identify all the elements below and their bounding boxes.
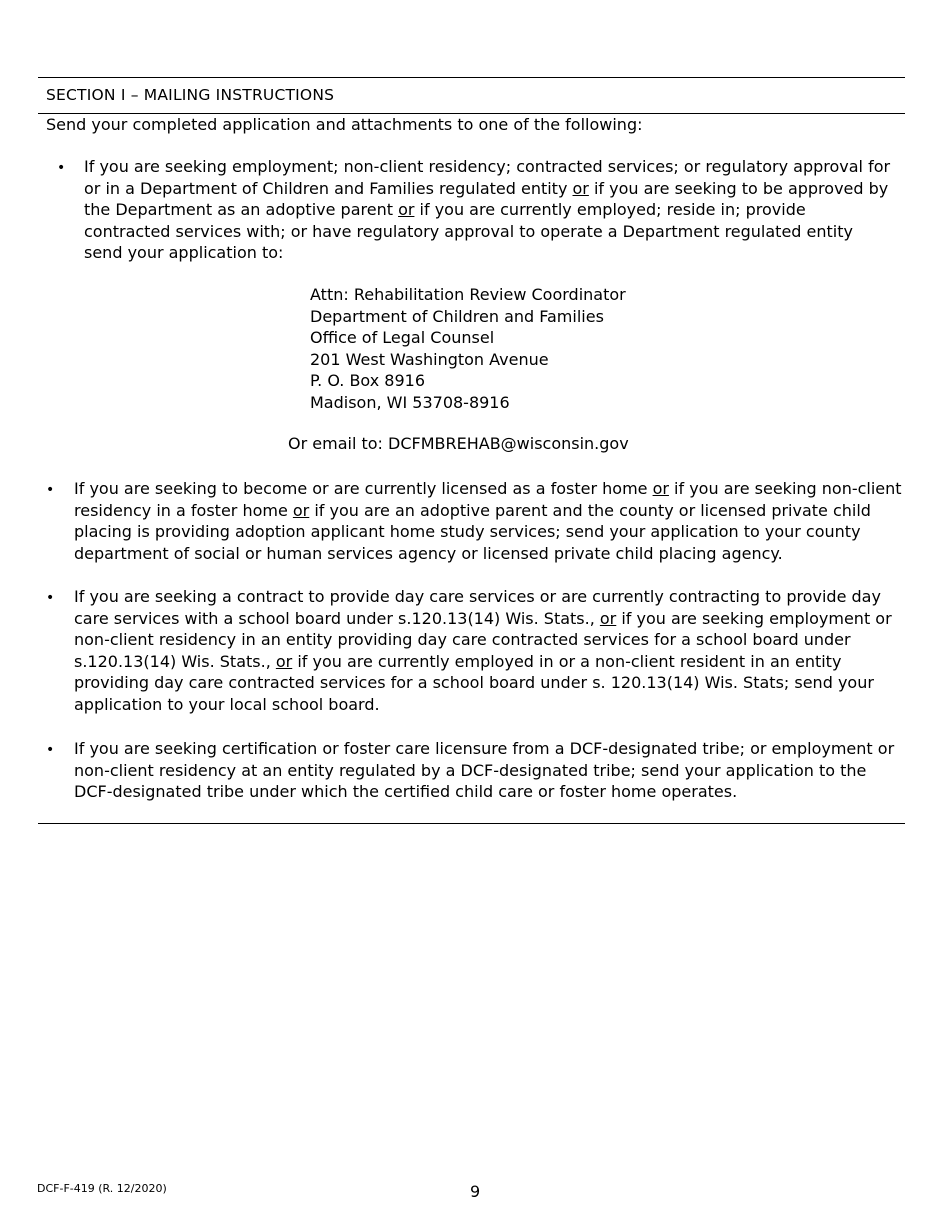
address-line: 201 West Washington Avenue (310, 349, 549, 369)
item-3-text: If you are seeking a contract to provide day care services or are currently contracting to provide day care services with a school board under s.120.13(14) Wis. Stats., or if you are seeking employment or non-client residency in an entity providing day care contracted services for a school board under s.120.13(14) Wis. Stats., or if you are currently employed in or a non-client resident in an entity providing day care contracted services for a school board under s. 120.13(14) Wis. Stats; send your application to your local school board. (74, 587, 892, 714)
or-emphasis: or (572, 178, 589, 198)
or-emphasis: or (292, 500, 310, 520)
mailing-address (310, 284, 626, 413)
bullet-1: • (57, 160, 66, 176)
bullet-4: • (46, 742, 55, 758)
item-4-text: If you are seeking certification or foster care licensure from a DCF-designated tribe; or employment or non-client residency at an entity regulated by a DCF-designated tribe; send your application to the DCF-designated tribe under which the certified child care or foster home operates. (74, 739, 895, 801)
address-line: Department of Children and Families (310, 306, 604, 326)
section-title: SECTION I – MAILING INSTRUCTIONS (38, 78, 905, 114)
intro-text: Send your completed application and attachments to one of the following: (46, 115, 643, 134)
bullet-2: • (46, 482, 55, 498)
form-code: DCF-F-419 (R. 12/2020) (37, 1182, 167, 1195)
address-line: P. O. Box 8916 (310, 371, 425, 390)
bullet-3: • (46, 590, 55, 606)
address-line: Madison, WI 53708-8916 (310, 392, 510, 412)
item-2-text: If you are seeking to become or are currently licensed as a foster home or if you are seeking non-client residency in a foster home or if you are an adoptive parent and the county or licensed private child placing is providing adoption applicant home study services; send your application to your county department of social or human services agency or licensed private child placing agency. (74, 479, 902, 563)
email-line: Or email to: DCFMBREHAB@wisconsin.gov (288, 434, 629, 453)
address-line: Office of Legal Counsel (310, 328, 495, 347)
or-emphasis: or (652, 479, 669, 498)
page-number: 9 (470, 1182, 481, 1201)
or-emphasis: or (599, 608, 617, 628)
mailing-instructions-section (38, 77, 905, 824)
or-emphasis: or (398, 200, 415, 219)
address-line: Attn: Rehabilitation Review Coordinator (310, 285, 626, 304)
item-1-text: If you are seeking employment; non-client residency; contracted services; or regulatory approval for or in a Department of Children and Families regulated entity or if you are seeking to be approved by the Department as an adoptive parent or if you are currently employed; reside in; provide contracted services with; or have regulatory approval to operate a Department regulated entity send your application to: (84, 157, 891, 262)
or-emphasis: or (275, 651, 293, 671)
